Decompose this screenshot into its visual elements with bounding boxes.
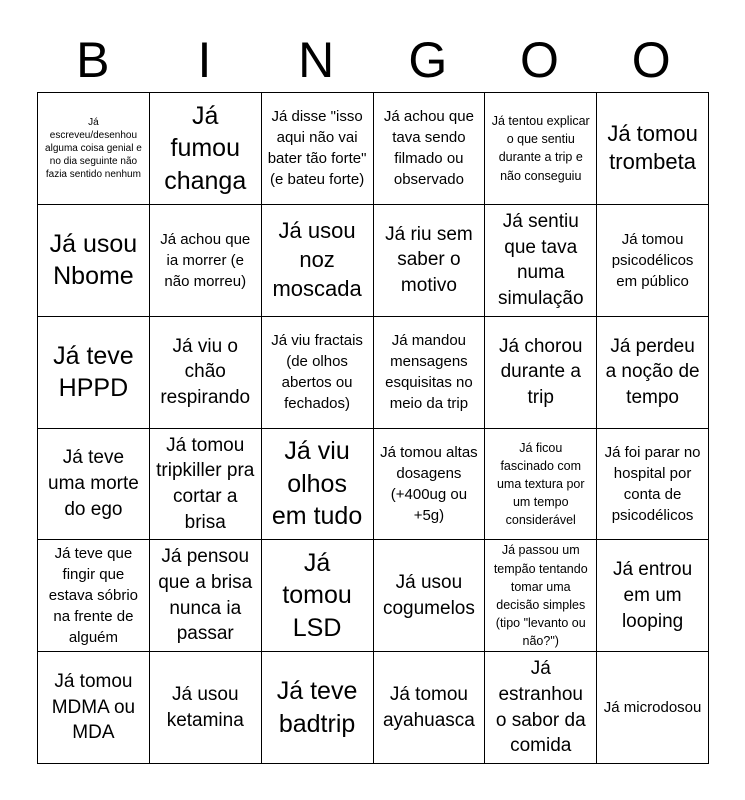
bingo-cell[interactable]: Já tomou altas dosagens (+400ug ou +5g) <box>374 429 486 541</box>
bingo-cell[interactable]: Já usou Nbome <box>38 205 150 317</box>
header-letter-b: B <box>76 32 110 88</box>
bingo-cell[interactable]: Já escreveu/desenhou alguma coisa genial e no dia seguinte não fazia sentido nenhum <box>38 93 150 205</box>
header-letter-i: I <box>197 32 212 88</box>
bingo-cell[interactable]: Já pensou que a brisa nunca ia passar <box>150 540 262 652</box>
bingo-cell[interactable]: Já chorou durante a trip <box>485 317 597 429</box>
bingo-cell[interactable]: Já usou noz moscada <box>262 205 374 317</box>
bingo-cell[interactable]: Já teve HPPD <box>38 317 150 429</box>
bingo-cell[interactable]: Já estranhou o sabor da comida <box>485 652 597 764</box>
bingo-board <box>37 92 709 764</box>
header-letter-n: N <box>298 32 335 88</box>
header-letter-o2: O <box>631 32 671 88</box>
bingo-cell[interactable]: Já usou cogumelos <box>374 540 486 652</box>
bingo-cell[interactable]: Já tomou ayahuasca <box>374 652 486 764</box>
bingo-cell[interactable]: Já teve uma morte do ego <box>38 429 150 541</box>
bingo-cell[interactable]: Já tomou LSD <box>262 540 374 652</box>
bingo-cell[interactable]: Já microdosou <box>597 652 709 764</box>
bingo-cell[interactable]: Já ficou fascinado com uma textura por um tempo considerável <box>485 429 597 541</box>
bingo-cell[interactable]: Já perdeu a noção de tempo <box>597 317 709 429</box>
bingo-cell[interactable]: Já teve badtrip <box>262 652 374 764</box>
bingo-cell[interactable]: Já passou um tempão tentando tomar uma decisão simples (tipo "levanto ou não?") <box>485 540 597 652</box>
bingo-cell[interactable]: Já teve que fingir que estava sóbrio na frente de alguém <box>38 540 150 652</box>
bingo-cell[interactable]: Já achou que ia morrer (e não morreu) <box>150 205 262 317</box>
bingo-cell[interactable]: Já viu fractais (de olhos abertos ou fechados) <box>262 317 374 429</box>
bingo-cell[interactable]: Já tomou trombeta <box>597 93 709 205</box>
bingo-cell[interactable]: Já tomou psicodélicos em público <box>597 205 709 317</box>
header-letter-g: G <box>408 32 448 88</box>
bingo-cell[interactable]: Já entrou em um looping <box>597 540 709 652</box>
bingo-cell[interactable]: Já foi parar no hospital por conta de psicodélicos <box>597 429 709 541</box>
bingo-cell[interactable]: Já tomou MDMA ou MDA <box>38 652 150 764</box>
bingo-cell[interactable]: Já riu sem saber o motivo <box>374 205 486 317</box>
bingo-cell[interactable]: Já viu olhos em tudo <box>262 429 374 541</box>
bingo-cell[interactable]: Já viu o chão respirando <box>150 317 262 429</box>
bingo-cell[interactable]: Já achou que tava sendo filmado ou observado <box>374 93 486 205</box>
bingo-cell[interactable]: Já usou ketamina <box>150 652 262 764</box>
header-letter-o1: O <box>520 32 559 88</box>
bingo-cell[interactable]: Já tentou explicar o que sentiu durante a trip e não conseguiu <box>485 93 597 205</box>
bingo-cell[interactable]: Já disse "isso aqui não vai bater tão forte" (e bateu forte) <box>262 93 374 205</box>
bingo-cell[interactable]: Já sentiu que tava numa simulação <box>485 205 597 317</box>
bingo-header <box>37 28 707 92</box>
bingo-cell[interactable]: Já mandou mensagens esquisitas no meio da trip <box>374 317 486 429</box>
bingo-cell[interactable]: Já fumou changa <box>150 93 262 205</box>
bingo-cell[interactable]: Já tomou tripkiller pra cortar a brisa <box>150 429 262 541</box>
